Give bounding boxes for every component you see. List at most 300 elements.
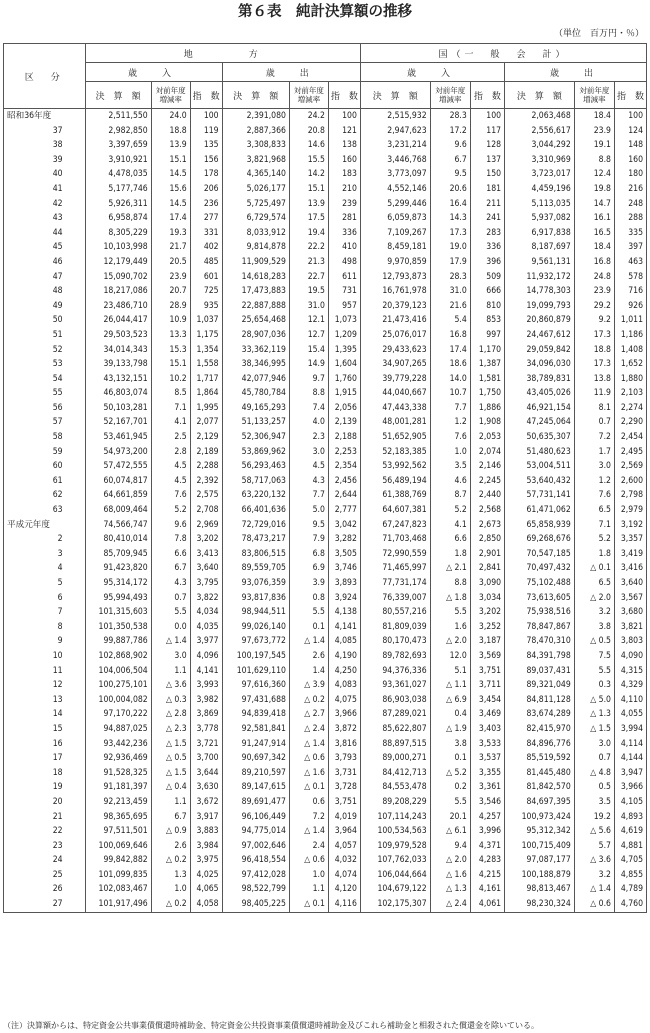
change-rate-cell: 7.6 (574, 488, 614, 503)
amount-cell: 50,635,307 (505, 430, 575, 445)
amount-cell: 81,445,480 (505, 766, 575, 781)
change-rate-cell: 15.4 (289, 343, 328, 358)
amount-cell: 101,629,110 (222, 664, 289, 679)
amount-cell: 92,936,469 (85, 751, 151, 766)
index-cell: 2,798 (614, 488, 646, 503)
table-row (4, 255, 647, 270)
table-row (4, 810, 647, 825)
index-cell: 4,371 (470, 839, 504, 854)
amount-cell: 106,044,664 (360, 868, 430, 883)
index-cell: 2,139 (328, 415, 360, 430)
index-cell: 2,129 (190, 430, 222, 445)
change-rate-cell: 3.5 (430, 459, 470, 474)
amount-cell: 68,009,464 (85, 503, 151, 518)
change-rate-cell: 13.3 (151, 328, 190, 343)
amount-cell: 95,312,342 (505, 824, 575, 839)
index-cell: 148 (614, 138, 646, 153)
change-rate-cell: 2.4 (289, 839, 328, 854)
change-rate-cell: 15.5 (289, 153, 328, 168)
index-cell: 3,644 (190, 766, 222, 781)
local-expenditure-header: 歳 出 (222, 63, 360, 82)
index-cell: 1,915 (328, 386, 360, 401)
amount-cell: 57,472,555 (85, 459, 151, 474)
amount-cell: 8,033,912 (222, 226, 289, 241)
amount-cell: 52,167,701 (85, 415, 151, 430)
index-cell: 4,083 (328, 678, 360, 693)
change-rate-cell: △ 6.1 (430, 824, 470, 839)
table-row (4, 605, 647, 620)
amount-cell: 12,793,873 (360, 270, 430, 285)
amount-cell: 43,132,151 (85, 372, 151, 387)
index-cell: 336 (328, 226, 360, 241)
change-rate-cell: △ 0.2 (151, 853, 190, 868)
amount-cell: 99,026,140 (222, 620, 289, 635)
index-cell: 4,096 (190, 649, 222, 664)
index-cell: 4,032 (328, 853, 360, 868)
change-rate-cell: 3.0 (289, 445, 328, 460)
change-rate-cell: 0.6 (289, 795, 328, 810)
amount-cell: 89,037,431 (505, 664, 575, 679)
change-rate-cell: △ 0.4 (151, 780, 190, 795)
change-rate-cell: 1.7 (574, 445, 614, 460)
amount-cell: 3,446,768 (360, 153, 430, 168)
change-rate-cell: △ 1.4 (289, 737, 328, 752)
amount-cell: 51,133,257 (222, 415, 289, 430)
amount-cell: 69,268,676 (505, 532, 575, 547)
index-cell: 1,354 (190, 343, 222, 358)
amount-cell: 107,114,243 (360, 810, 430, 825)
change-rate-cell: 11.9 (574, 386, 614, 401)
index-cell: 3,975 (190, 853, 222, 868)
change-rate-cell: △ 1.4 (151, 634, 190, 649)
index-cell: 3,355 (470, 766, 504, 781)
change-rate-cell: 3.8 (574, 620, 614, 635)
change-rate-cell: △ 0.6 (289, 853, 328, 868)
change-rate-cell: 18.4 (574, 240, 614, 255)
amount-cell: 6,917,838 (505, 226, 575, 241)
amount-cell: 72,729,016 (222, 518, 289, 533)
change-rate-cell: △ 2.0 (430, 853, 470, 868)
amount-cell: 61,471,062 (505, 503, 575, 518)
amount-cell: 9,814,878 (222, 240, 289, 255)
index-cell: 4,161 (470, 882, 504, 897)
table-row (4, 722, 647, 737)
change-rate-cell: 19.8 (574, 182, 614, 197)
index-cell: 3,883 (190, 824, 222, 839)
index-cell: 3,569 (470, 649, 504, 664)
change-rate-cell: 5.5 (289, 605, 328, 620)
amount-cell: 3,231,214 (360, 138, 430, 153)
index-cell: 239 (328, 197, 360, 212)
change-rate-cell: 14.6 (289, 138, 328, 153)
index-cell: 3,202 (470, 605, 504, 620)
amount-cell: 75,938,516 (505, 605, 575, 620)
change-rate-cell: △ 1.8 (430, 591, 470, 606)
index-cell: 4,257 (470, 810, 504, 825)
change-rate-cell: 7.7 (289, 488, 328, 503)
fiscal-year-cell: 60 (4, 459, 86, 474)
amount-cell: 81,809,039 (360, 620, 430, 635)
index-cell: 3,034 (470, 591, 504, 606)
index-cell: 3,821 (614, 620, 646, 635)
index-cell: 3,803 (614, 634, 646, 649)
change-rate-cell: 5.5 (430, 605, 470, 620)
amount-cell: 97,673,772 (222, 634, 289, 649)
amount-cell: 4,478,035 (85, 167, 151, 182)
change-rate-cell: △ 1.5 (151, 766, 190, 781)
change-rate-cell: 17.3 (430, 226, 470, 241)
change-rate-cell: 6.5 (574, 576, 614, 591)
change-rate-cell: 2.6 (151, 839, 190, 854)
index-cell: 1,908 (470, 415, 504, 430)
index-cell: 3,640 (190, 561, 222, 576)
index-cell: 4,141 (190, 664, 222, 679)
change-rate-cell: 1.6 (430, 620, 470, 635)
change-rate-cell: 20.7 (151, 284, 190, 299)
table-row (4, 532, 647, 547)
change-rate-cell: 4.3 (289, 474, 328, 489)
change-rate-cell: △ 4.8 (574, 766, 614, 781)
index-cell: 3,533 (470, 737, 504, 752)
amount-cell: 57,731,141 (505, 488, 575, 503)
amount-cell: 53,461,945 (85, 430, 151, 445)
amount-cell: 85,709,945 (85, 547, 151, 562)
change-rate-cell: △ 0.5 (151, 751, 190, 766)
change-rate-cell: 2.8 (151, 445, 190, 460)
index-cell: 2,392 (190, 474, 222, 489)
local-header: 地 方 (85, 44, 360, 63)
fiscal-year-cell: 58 (4, 430, 86, 445)
index-cell: 2,103 (614, 386, 646, 401)
amount-cell: 98,230,324 (505, 897, 575, 912)
index-cell: 485 (190, 255, 222, 270)
amount-cell: 82,415,970 (505, 722, 575, 737)
table-row (4, 343, 647, 358)
index-cell: 3,700 (190, 751, 222, 766)
amount-cell: 29,503,523 (85, 328, 151, 343)
table-row (4, 664, 647, 679)
change-rate-cell: 14.5 (151, 197, 190, 212)
change-rate-cell: 19.0 (430, 240, 470, 255)
amount-cell: 29,433,623 (360, 343, 430, 358)
change-rate-cell: 24.2 (289, 109, 328, 124)
index-cell: 509 (470, 270, 504, 285)
fiscal-year-cell: 25 (4, 868, 86, 883)
amount-cell: 90,697,342 (222, 751, 289, 766)
table-row (4, 313, 647, 328)
amount-cell: 100,534,563 (360, 824, 430, 839)
index-cell: 3,795 (190, 576, 222, 591)
index-cell: 4,061 (470, 897, 504, 912)
table-row (4, 386, 647, 401)
fiscal-year-cell: 17 (4, 751, 86, 766)
amount-cell: 49,165,293 (222, 401, 289, 416)
index-cell: 4,057 (328, 839, 360, 854)
fiscal-year-cell: 52 (4, 343, 86, 358)
index-cell: 119 (190, 124, 222, 139)
amount-cell: 9,561,131 (505, 255, 575, 270)
amount-cell: 39,779,228 (360, 372, 430, 387)
index-cell: 3,630 (190, 780, 222, 795)
change-rate-cell: △ 0.5 (574, 634, 614, 649)
table-row (4, 503, 647, 518)
change-rate-cell: 9.7 (289, 372, 328, 387)
amount-cell: 45,780,784 (222, 386, 289, 401)
table-row (4, 430, 647, 445)
amount-cell: 89,559,705 (222, 561, 289, 576)
index-cell: 1,037 (190, 313, 222, 328)
table-row (4, 561, 647, 576)
table-row (4, 226, 647, 241)
change-rate-cell: 13.9 (289, 197, 328, 212)
index-cell: 4,019 (328, 810, 360, 825)
amount-cell: 8,187,697 (505, 240, 575, 255)
amount-cell: 93,442,236 (85, 737, 151, 752)
change-rate-cell: 29.2 (574, 299, 614, 314)
change-rate-cell: 24.8 (574, 270, 614, 285)
change-rate-cell: △ 3.6 (151, 678, 190, 693)
index-cell: 2,569 (614, 459, 646, 474)
fiscal-year-cell: 9 (4, 634, 86, 649)
index-cell: 4,789 (614, 882, 646, 897)
index-cell: 3,711 (470, 678, 504, 693)
amount-cell: 2,515,932 (360, 109, 430, 124)
amount-cell: 16,761,978 (360, 284, 430, 299)
change-rate-cell: △ 1.4 (574, 882, 614, 897)
amount-cell: 66,401,636 (222, 503, 289, 518)
amount-cell: 5,937,082 (505, 211, 575, 226)
change-rate-cell: 5.2 (151, 503, 190, 518)
amount-cell: 28,907,036 (222, 328, 289, 343)
change-rate-cell: 6.6 (151, 547, 190, 562)
fiscal-year-cell: 7 (4, 605, 86, 620)
index-cell: 241 (470, 211, 504, 226)
index-cell: 2,901 (470, 547, 504, 562)
index-cell: 180 (614, 167, 646, 182)
table-row (4, 634, 647, 649)
change-rate-cell: 6.8 (289, 547, 328, 562)
change-rate-cell: 18.6 (430, 357, 470, 372)
index-cell: 236 (190, 197, 222, 212)
index-cell: 1,581 (470, 372, 504, 387)
fiscal-year-cell: 27 (4, 897, 86, 912)
amount-cell: 89,147,615 (222, 780, 289, 795)
index-header: 指 数 (328, 82, 360, 109)
amount-cell: 22,887,888 (222, 299, 289, 314)
amount-cell: 3,044,292 (505, 138, 575, 153)
fiscal-year-cell: 55 (4, 386, 86, 401)
index-cell: 2,575 (190, 488, 222, 503)
index-cell: 4,025 (190, 868, 222, 883)
change-rate-cell: △ 0.6 (289, 751, 328, 766)
index-cell: 3,994 (614, 722, 646, 737)
amount-cell: 48,001,281 (360, 415, 430, 430)
change-rate-cell: 14.3 (430, 211, 470, 226)
index-cell: 2,568 (470, 503, 504, 518)
index-cell: 4,881 (614, 839, 646, 854)
table-row (4, 853, 647, 868)
amount-cell: 4,459,196 (505, 182, 575, 197)
amount-cell: 14,778,303 (505, 284, 575, 299)
index-cell: 2,354 (328, 459, 360, 474)
change-rate-cell: 6.7 (430, 153, 470, 168)
amount-cell: 53,640,432 (505, 474, 575, 489)
change-rate-cell: 0.1 (430, 751, 470, 766)
amount-cell: 29,059,842 (505, 343, 575, 358)
index-cell: 3,751 (328, 795, 360, 810)
change-rate-cell: 21.7 (151, 240, 190, 255)
fiscal-year-cell: 37 (4, 124, 86, 139)
change-rate-cell: 3.9 (289, 576, 328, 591)
index-cell: 3,640 (614, 576, 646, 591)
amount-cell: 97,412,028 (222, 868, 289, 883)
amount-cell: 75,102,488 (505, 576, 575, 591)
change-rate-cell: 10.7 (430, 386, 470, 401)
amount-cell: 42,077,946 (222, 372, 289, 387)
table-row (4, 182, 647, 197)
amount-cell: 15,090,702 (85, 270, 151, 285)
amount-cell: 4,552,146 (360, 182, 430, 197)
amount-cell: 73,613,605 (505, 591, 575, 606)
index-cell: 3,042 (328, 518, 360, 533)
index-cell: 4,329 (614, 678, 646, 693)
index-cell: 1,886 (470, 401, 504, 416)
amount-cell: 67,247,823 (360, 518, 430, 533)
change-rate-cell: 2.5 (151, 430, 190, 445)
amount-cell: 92,581,841 (222, 722, 289, 737)
unit-label: （単位 百万円・％） (553, 29, 644, 39)
index-cell: 2,979 (614, 503, 646, 518)
index-cell: 160 (614, 153, 646, 168)
index-cell: 3,357 (614, 532, 646, 547)
change-rate-cell: △ 0.3 (151, 693, 190, 708)
index-cell: 397 (614, 240, 646, 255)
amount-cell: 6,729,574 (222, 211, 289, 226)
change-rate-cell: 7.5 (574, 649, 614, 664)
amount-cell: 77,731,174 (360, 576, 430, 591)
change-rate-cell: 8.8 (574, 153, 614, 168)
amount-cell: 89,782,693 (360, 649, 430, 664)
index-cell: 3,982 (190, 693, 222, 708)
amount-cell: 107,762,033 (360, 853, 430, 868)
change-rate-cell: 21.3 (289, 255, 328, 270)
amount-cell: 3,310,969 (505, 153, 575, 168)
table-row (4, 459, 647, 474)
amount-cell: 71,703,468 (360, 532, 430, 547)
amount-cell: 81,842,570 (505, 780, 575, 795)
change-rate-cell: △ 1.5 (574, 722, 614, 737)
index-cell: 4,035 (190, 620, 222, 635)
amount-cell: 78,470,310 (505, 634, 575, 649)
change-rate-cell: 0.7 (574, 751, 614, 766)
index-cell: 2,274 (614, 401, 646, 416)
amount-cell: 3,397,659 (85, 138, 151, 153)
amount-cell: 93,817,836 (222, 591, 289, 606)
index-cell: 4,760 (614, 897, 646, 912)
table-row (4, 109, 647, 124)
change-rate-cell: 4.1 (151, 415, 190, 430)
change-rate-cell: 28.3 (430, 109, 470, 124)
table-row (4, 415, 647, 430)
index-cell: 283 (470, 226, 504, 241)
amount-cell: 5,725,497 (222, 197, 289, 212)
amount-cell: 56,489,194 (360, 474, 430, 489)
change-rate-cell: 17.5 (289, 211, 328, 226)
change-rate-cell: 16.1 (574, 211, 614, 226)
amount-cell: 63,220,132 (222, 488, 289, 503)
index-cell: 3,964 (328, 824, 360, 839)
fiscal-year-cell: 61 (4, 474, 86, 489)
category-header: 区 分 (4, 44, 86, 109)
amount-cell: 89,208,229 (360, 795, 430, 810)
amount-cell: 84,896,776 (505, 737, 575, 752)
index-cell: 4,055 (614, 707, 646, 722)
index-cell: 137 (470, 153, 504, 168)
amount-cell: 34,907,265 (360, 357, 430, 372)
change-rate-cell: 15.1 (151, 357, 190, 372)
amount-cell: 70,547,185 (505, 547, 575, 562)
fiscal-year-cell: 2 (4, 532, 86, 547)
index-cell: 3,793 (328, 751, 360, 766)
index-cell: 2,253 (328, 445, 360, 460)
change-rate-cell: 5.0 (289, 503, 328, 518)
change-rate-cell: 7.7 (430, 401, 470, 416)
change-rate-cell: 20.5 (151, 255, 190, 270)
amount-cell: 7,109,267 (360, 226, 430, 241)
fiscal-year-cell: 40 (4, 167, 86, 182)
amount-cell: 53,992,562 (360, 459, 430, 474)
change-rate-cell: 14.5 (151, 167, 190, 182)
table-row (4, 270, 647, 285)
change-rate-cell: 19.5 (289, 284, 328, 299)
change-rate-cell: 5.7 (574, 839, 614, 854)
change-rate-cell: 4.5 (289, 459, 328, 474)
index-cell: 4,090 (614, 649, 646, 664)
index-cell: 150 (470, 167, 504, 182)
index-cell: 3,505 (328, 547, 360, 562)
amount-cell: 3,821,968 (222, 153, 289, 168)
index-cell: 1,209 (328, 328, 360, 343)
index-cell: 117 (470, 124, 504, 139)
table-row (4, 372, 647, 387)
change-rate-cell: 5.2 (430, 503, 470, 518)
fiscal-year-cell: 54 (4, 372, 86, 387)
index-cell: 211 (470, 197, 504, 212)
amount-cell: 100,197,545 (222, 649, 289, 664)
change-rate-cell: △ 2.8 (151, 707, 190, 722)
fiscal-year-cell: 51 (4, 328, 86, 343)
table-row (4, 518, 647, 533)
change-rate-cell: 5.5 (151, 605, 190, 620)
amount-cell: 93,076,359 (222, 576, 289, 591)
fiscal-year-cell: 53 (4, 357, 86, 372)
index-cell: 4,283 (470, 853, 504, 868)
index-cell: 4,034 (190, 605, 222, 620)
amount-cell: 17,473,883 (222, 284, 289, 299)
index-cell: 3,721 (190, 737, 222, 752)
table-row (4, 124, 647, 139)
amount-cell: 34,014,343 (85, 343, 151, 358)
change-rate-cell: 14.0 (430, 372, 470, 387)
amount-cell: 5,177,746 (85, 182, 151, 197)
change-rate-cell: 2.6 (289, 649, 328, 664)
amount-cell: 94,839,418 (222, 707, 289, 722)
change-rate-cell: 4.6 (430, 474, 470, 489)
amount-cell: 2,556,617 (505, 124, 575, 139)
amount-cell: 5,113,035 (505, 197, 575, 212)
index-cell: 1,750 (470, 386, 504, 401)
fiscal-year-cell: 46 (4, 255, 86, 270)
